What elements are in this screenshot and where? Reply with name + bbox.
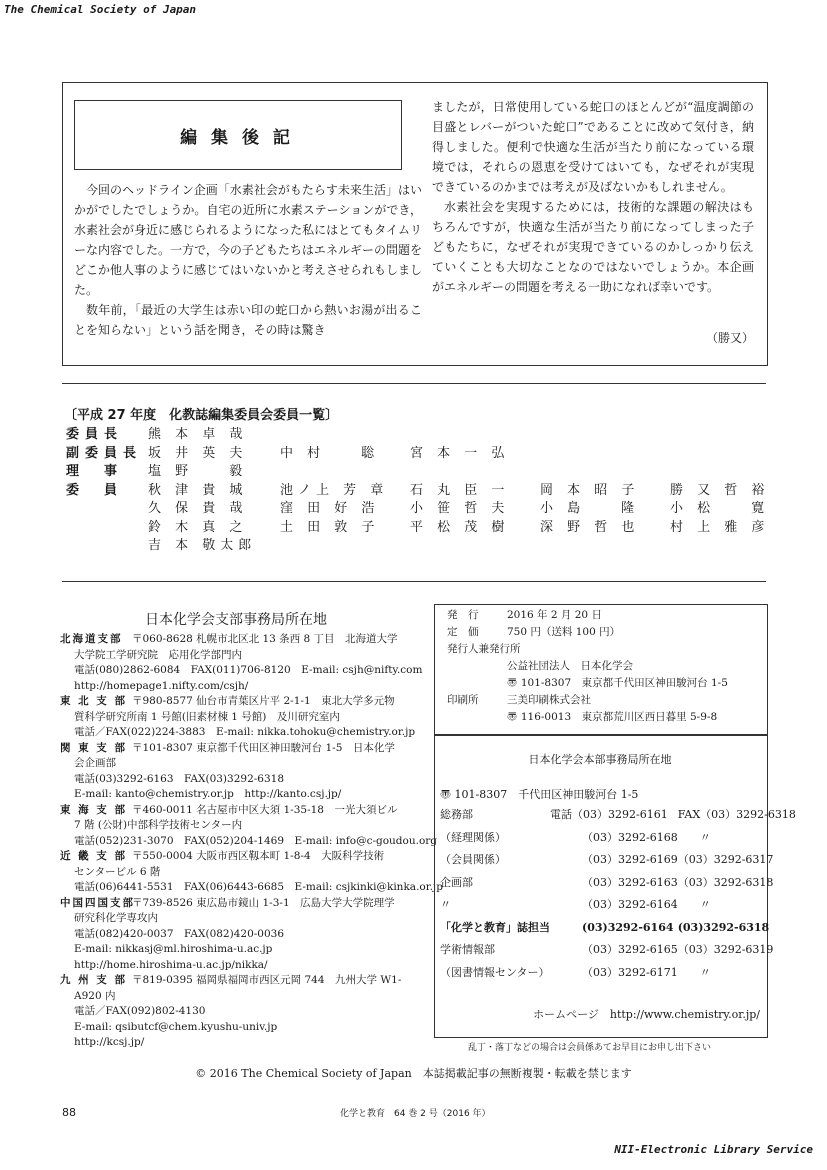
committee-member-name: 久 保 貴 哉 [148,501,248,516]
editorial-paragraph: 水素社会を実現するためには，技術的な課題の解決はもちろんですが，快適な生活が当たり前になってしまった子どもたちに，なぜそれが実現できているのかしっかり伝えていくことも大切なことなのではないでしょうか。本企画がエネルギーの問題を考える一助になれば幸いです。 [432,200,754,294]
hq-fax: (03)3292-6318 [677,920,770,934]
committee-member-name: 秋 津 貴 城 [148,482,248,498]
committee-member-name: 吉 本 敬太郎 [148,538,257,553]
price-label: 定 価 [447,626,479,638]
committee-member-name [670,426,776,445]
price-value: 750 円（送料 100 円） [507,626,621,638]
committee-role: 委 員 [66,482,124,498]
branch-line: 大学院工学研究院 応用化学部門内 [74,648,242,661]
committee-row [66,445,776,464]
notice: 乱丁・落丁などの場合は会員係あてお早目にお申し出下さい [468,1043,712,1053]
committee-member-name: 平 松 茂 樹 [410,519,510,535]
branch-line: 〒550-0004 大阪市西区靱本町 1-8-4 大阪科学技術 [132,850,385,862]
branch-line: E-mail: kanto@chemistry.or.jp http://kanto.csj.jp/ [74,788,342,800]
editorial-paragraph: ましたが，日常使用している蛇口のほとんどが“温度調節の目盛とレバーがついた蛇口”であることに改めて気付き，納得しました。便利で快適な生活が当たり前になっている環境では，それらの恩恵を受けてはいても，なぜそれが実現できているのかまでは考えが及ばないかもしれません。 [432,100,754,194]
branch-name: 中国四国支部 [60,896,135,909]
committee-row [66,426,776,445]
branch-line: E-mail: nikkasj@ml.hiroshima-u.ac.jp [74,943,273,955]
editorial-paragraph: 数年前，「最近の大学生は赤い印の蛇口から熱いお湯が出ることを知らない」という話を聞き，その時は驚き [74,303,422,337]
committee-member-name [540,463,670,482]
committee-role [66,500,148,519]
hq-fax: 〃 [699,898,711,911]
hq-dept: 「化学と教育」誌担当 [440,920,550,934]
hq-dept: 学術情報部 [440,943,495,956]
editorial-right-column [432,97,754,297]
hq-row [440,827,796,850]
committee-member-name [280,463,410,482]
committee-member-name: 村 上 雅 彦 [670,519,770,535]
hq-tel: （03）3292-6165 [582,943,678,956]
committee-role: 理 事 [66,464,124,479]
branch-line: 〒060-8628 札幌市北区北 13 条西 8 丁目 北海道大学 [132,633,398,645]
branch-entry [60,632,435,694]
hq-dept: 総務部 [440,808,473,821]
hq-dept: 〃 [440,898,451,911]
branch-first-line [60,896,435,912]
committee-member-name [410,537,540,556]
committee-row [66,537,776,556]
committee-member-name: 中 村 聡 [280,445,380,461]
committee-member-name: 坂 井 英 夫 [148,445,248,461]
committee-member-name: 深 野 哲 也 [540,519,640,535]
branch-line: 〒460-0011 名古屋市中区大須 1-35-18 一光大須ビル [132,803,398,816]
committee-member-name: 池ノ上 芳 章 [280,482,389,498]
branch-line: A920 内 [74,989,116,1002]
committee-member-name [280,537,410,556]
issue-label: 発 行 [447,609,479,621]
society-header: The Chemical Society of Japan [4,3,197,16]
branch-name: 近 畿 支 部 [60,850,127,862]
hq-tel: （03）3292-6164 [582,898,678,911]
publisher-line: 公益社団法人 日本化学会 [507,660,633,672]
committee-row [66,463,776,482]
journal-footer: 化学と教育 64 巻 2 号（2016 年） [340,1109,491,1119]
branch-line: 電話(052)231-3070 FAX(052)204-1469 E-mail: info@c-goudou.org [74,834,438,847]
committee-member-name [670,537,776,556]
branch-first-line [60,973,435,989]
branch-line: 〒101-8307 東京都千代田区神田駿河台 1-5 日本化学 [132,741,395,754]
committee-member-name [280,426,410,445]
editorial-title: 編 集 後 記 [180,128,294,148]
branch-entry [60,694,435,741]
committee-member-name: 宮 本 一 弘 [410,445,510,461]
page-number: 88 [62,1106,76,1119]
committee-member-name: 土 田 敦 子 [280,519,380,535]
hq-fax: （03）3292-6318 [677,875,774,889]
committee-role [66,537,148,556]
hq-fax: （03）3292-6319 [677,943,774,956]
hq-fax: FAX（03）3292-6318 [677,808,796,821]
branch-line: 〒819-0395 福岡県福岡市西区元岡 744 九州大学 W1- [132,974,402,986]
hq-fax: （03）3292-6317 [677,853,774,866]
committee-role: 副委員長 [66,445,143,461]
hq-address: 〠 101-8307 千代田区神田駿河台 1-5 [440,788,639,801]
branch-first-line [60,849,435,865]
committee-member-name: 熊 本 卓 哉 [148,427,248,442]
printer-label: 印刷所 [447,694,479,706]
committee-role: 委員長 [66,427,124,442]
hq-row [440,939,796,962]
branch-first-line [60,741,435,757]
committee-row [66,482,776,501]
branch-first-line [60,803,435,819]
branch-name: 東 海 支 部 [60,803,127,816]
branch-entry [60,849,443,896]
branch-first-line [60,632,435,648]
committee-member-name: 岡 本 昭 子 [540,482,640,498]
publisher-line: 〠 101-8307 東京都千代田区神田駿河台 1-5 [507,677,728,689]
branch-line: 電話(06)6441-5531 FAX(06)6443-6685 E-mail: csjkinki@kinka.or.jp [74,881,443,893]
publication-info [447,607,762,726]
hq-phone-table [440,804,796,984]
committee-member-name: 小 松 寛 [670,501,770,516]
branch-line: E-mail: qsibutcf@chem.kyushu-univ.jp [74,1020,278,1033]
branch-line: 電話(03)3292-6163 FAX(03)3292-6318 [74,772,285,785]
branch-entry [60,741,435,803]
committee-member-name: 鈴 木 真 之 [148,519,248,535]
branch-line: 〒739-8526 東広島市鏡山 1-3-1 広島大学大学院理学 [132,896,395,909]
committee-member-name: 小 笹 哲 夫 [410,501,510,516]
branch-name: 東 北 支 部 [60,695,127,707]
branch-line: 質科学研究所南 1 号館(旧素材棟 1 号館) 及川研究室内 [74,710,340,723]
hq-tel: （03）3292-6168 [582,830,678,844]
committee-member-name [540,537,670,556]
committee-member-name: 窪 田 好 浩 [280,501,380,516]
branch-line: http://home.hiroshima-u.ac.jp/nikka/ [74,958,268,971]
committee-member-name: 小 島 隆 [540,501,640,516]
committee-heading: 〔平成 27 年度 化教誌編集委員会委員一覧〕 [64,408,339,423]
hq-title: 日本化学会本部事務局所在地 [528,753,672,766]
branch-line: 電話／FAX(092)802-4130 [74,1005,206,1017]
printer-line: 三美印刷株式会社 [507,694,591,706]
hq-row [440,962,796,985]
committee-row [66,500,776,519]
branch-line: http://kcsj.jp/ [74,1036,145,1048]
branch-entry [60,803,438,850]
branch-line: 〒980-8577 仙台市青葉区片平 2-1-1 東北大学多元物 [132,695,395,707]
hq-dept: （会員関係） [440,853,506,866]
branch-name: 関 東 支 部 [60,741,127,754]
copyright: © 2016 The Chemical Society of Japan 本誌掲載記事の無断複製・転載を禁じます [195,1067,632,1080]
committee-row [66,519,776,538]
committee-member-name [540,426,670,445]
hq-row [440,804,796,827]
hq-tel: (03)3292-6164 [582,920,674,934]
committee-member-name [540,445,670,464]
hq-tel: （03）3292-6163 [582,875,678,889]
branch-name: 北海道支部 [60,633,123,645]
committee-member-name [410,426,540,445]
hq-fax: 〃 [699,830,711,844]
branch-list [60,632,443,1051]
editorial-left-column [74,180,422,340]
branch-first-line [60,694,435,710]
committee-member-name [410,463,540,482]
editorial-signature: （勝又） [705,331,754,345]
service-footer: NII-Electronic Library Service [614,1143,813,1156]
committee-member-name [670,445,776,464]
branch-line: 電話(082)420-0037 FAX(082)420-0036 [74,927,285,940]
hq-tel: 電話（03）3292-6161 [550,808,668,821]
hq-row [440,894,796,917]
divider [62,581,766,582]
branches-title: 日本化学会支部事務局所在地 [145,612,327,628]
hq-tel: （03）3292-6169 [582,853,678,866]
publisher-label: 発行人兼発行所 [447,643,521,655]
hq-row [440,917,796,940]
hq-homepage: ホームページ http://www.chemistry.or.jp/ [533,1008,760,1021]
branch-line: 電話／FAX(022)224-3883 E-mail: nikka.tohoku@chemistry.or.jp [74,726,416,738]
committee-table [66,426,776,556]
hq-tel: （03）3292-6171 [582,965,678,979]
committee-member-name: 勝 又 哲 裕 [670,482,770,498]
hq-fax: 〃 [699,965,711,979]
branch-line: 電話(080)2862-6084 FAX(011)706-8120 E-mail: csjh@nifty.com [74,664,423,676]
branch-line: 研究科化学専攻内 [74,912,158,924]
hq-dept: 企画部 [440,875,473,889]
issue-value: 2016 年 2 月 20 日 [507,609,602,621]
printer-line: 〠 116-0013 東京都荒川区西日暮里 5-9-8 [507,711,718,723]
branch-line: http://homepage1.nifty.com/csjh/ [74,679,249,692]
hq-dept: （図書情報センター） [440,965,550,979]
hq-row [440,849,796,872]
hq-dept: （経理関係） [440,830,506,844]
branch-line: 7 階 (公財)中部科学技術センター内 [74,819,243,831]
divider [62,383,766,384]
branch-line: 会企画部 [74,757,116,769]
committee-role [66,519,148,538]
branch-entry [60,896,435,974]
branch-entry [60,973,435,1051]
committee-member-name: 塩 野 毅 [148,464,248,479]
hq-row [440,872,796,895]
committee-member-name: 石 丸 臣 一 [410,482,510,498]
committee-member-name [670,463,776,482]
branch-line: センタービル 6 階 [74,865,161,878]
editorial-paragraph: 今回のヘッドライン企画「水素社会がもたらす未来生活」はいかがでしたでしょうか。自宅の近所に水素ステーションができ，水素社会が身近に感じられるようになった私にはとてもタイムリーな内容でした。一方で，今の子どもたちはエネルギーの問題をどこか他人事のように感じてはいないかと考えさせられもしました。 [74,183,423,297]
branch-name: 九 州 支 部 [60,974,127,986]
